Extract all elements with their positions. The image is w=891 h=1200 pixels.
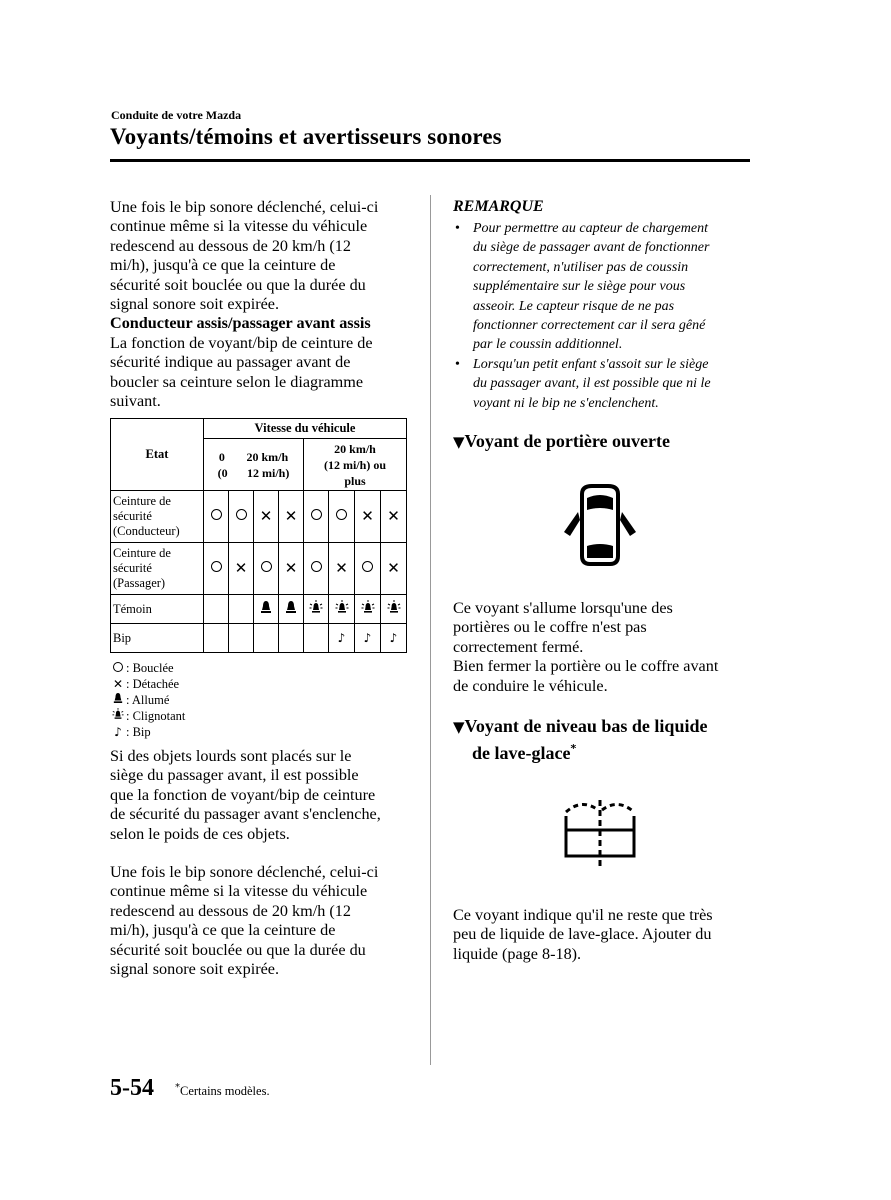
vitesse-header: Vitesse du véhicule [204, 419, 407, 439]
text-line: par le coussin additionnel. [473, 337, 623, 353]
text-line: Une fois le bip sonore déclenché, celui-ci [110, 198, 379, 216]
cross-icon: ✕ [112, 677, 124, 691]
text-line: correctement, n'utiliser pas de coussin [473, 259, 689, 275]
table-cell [355, 624, 381, 653]
table-cell [355, 595, 381, 624]
table-cell [279, 543, 304, 595]
cross-icon: ✕ [335, 558, 348, 577]
table-cell [229, 624, 254, 653]
speed-label: (12 mi/h) ou [323, 457, 386, 472]
table-cell [381, 624, 407, 653]
title-rule [110, 159, 750, 162]
table-cell [204, 543, 229, 595]
beep-icon: ♪ [363, 630, 372, 645]
table-cell [304, 624, 329, 653]
text-line: signal sonore soit expirée. [110, 295, 280, 314]
table-cell [229, 543, 254, 595]
row-label-line: sécurité [113, 509, 152, 523]
cross-icon: ✕ [259, 506, 273, 525]
cross-icon: ✕ [284, 506, 298, 525]
legend-item [110, 692, 185, 708]
subheading-driver-passenger-seated: Conducteur assis/passager avant assis [110, 314, 371, 333]
table-cell [254, 543, 279, 595]
table-cell [229, 595, 254, 624]
text-line: asseoir. Le capteur risque de ne pas [473, 298, 675, 314]
text-line: Si des objets lourds sont placés sur le [110, 747, 352, 765]
text-line: voyant ni le bip ne s'enclenchent. [473, 395, 659, 411]
table-cell [204, 624, 229, 653]
circle-icon [211, 509, 222, 520]
table-cell [304, 595, 329, 624]
text-line: portières ou le coffre n'est pas [453, 618, 647, 637]
text-line: peu de liquide de lave-glace. Ajouter du [453, 925, 712, 944]
bullet: • [455, 356, 460, 372]
table-cell [381, 595, 407, 624]
heading-text: de lave-glace [472, 743, 571, 763]
table-row-indicator [111, 595, 407, 624]
text-line: La fonction de voyant/bip de ceinture de [110, 333, 373, 352]
table-legend [110, 660, 185, 740]
triangle-icon: ▼ [453, 433, 465, 451]
bullet: • [455, 221, 460, 236]
table-cell [279, 491, 304, 543]
table-cell [304, 491, 329, 543]
text-line: boucler sa ceinture selon le diagramme [110, 372, 364, 391]
text-line: de conduire le véhicule. [453, 676, 608, 695]
text-line: selon le poids de ces objets. [110, 824, 290, 843]
heading-text: Voyant de niveau bas de liquide [464, 716, 708, 736]
text-line: Bien fermer la portière ou le coffre avant [453, 657, 719, 676]
text-line: continue même si la vitesse du véhicule [110, 217, 368, 236]
asterisk-marker: * [175, 1082, 180, 1093]
text-line: redescend au dessous de 20 km/h (12 [110, 236, 351, 255]
text-line: Une fois le bip sonore déclenché, celui-ci [110, 863, 379, 881]
remarque-notes [453, 219, 753, 413]
high-speed-header [304, 439, 407, 491]
circle-icon [336, 509, 347, 520]
speed-label: 0 [218, 449, 225, 464]
row-label-line: (Conducteur) [113, 524, 180, 538]
washer-fluid-icon [560, 796, 640, 868]
beep-icon: ♪ [389, 630, 398, 645]
circle-icon [261, 561, 272, 572]
section-label: Conduite de votre Mazda [111, 108, 242, 122]
flashing-warning-icon [361, 600, 375, 614]
table-cell [229, 491, 254, 543]
speed-label: 20 km/h [334, 441, 376, 456]
seatbelt-table [110, 418, 407, 653]
table-cell [279, 624, 304, 653]
table-cell [355, 543, 381, 595]
heading-text: Voyant de portière ouverte [464, 431, 671, 451]
text-line: sécurité indique au passager avant de [110, 353, 351, 372]
circle-icon [362, 561, 373, 572]
table-row-passenger-belt [111, 543, 407, 595]
paragraph-heavy-objects [110, 747, 410, 844]
row-label [111, 491, 204, 543]
row-label: Bip [111, 624, 204, 653]
table-cell [254, 624, 279, 653]
text-line: fonctionner correctement car il sera gêné [473, 318, 706, 334]
table-row-driver-belt [111, 491, 407, 543]
table-cell [254, 491, 279, 543]
legend-text: : Allumé [126, 693, 170, 707]
circle-icon [311, 509, 322, 520]
paragraph-beep-continues-2 [110, 863, 410, 979]
text-line: du passager avant, il est possible que ni le [473, 376, 711, 392]
etat-header: Etat [111, 419, 204, 491]
cross-icon: ✕ [284, 558, 298, 577]
lit-warning-icon [285, 600, 297, 614]
circle-icon [236, 509, 247, 520]
low-speed-header [204, 439, 304, 491]
row-label-line: Ceinture de [113, 494, 171, 508]
text-line: redescend au dessous de 20 km/h (12 [110, 901, 351, 920]
table-cell [204, 595, 229, 624]
text-line: liquide (page 8-18). [453, 944, 582, 963]
text-line: Ce voyant indique qu'il ne reste que très [453, 906, 713, 924]
table-cell [204, 491, 229, 543]
triangle-icon: ▼ [453, 718, 465, 736]
washer-warning-text [453, 906, 753, 964]
text-line: supplémentaire sur le siège pour vous [473, 279, 686, 295]
text-line: que la fonction de voyant/bip de ceinture [110, 785, 376, 804]
flashing-warning-icon [387, 600, 401, 614]
legend-text: : Bouclée [126, 661, 174, 675]
table-cell [329, 595, 355, 624]
list-item [453, 355, 753, 413]
lit-warning-icon [260, 600, 272, 614]
table-cell [279, 595, 304, 624]
table-row-beep [111, 624, 407, 653]
table-cell [329, 491, 355, 543]
flashing-warning-icon [110, 708, 126, 724]
asterisk-marker: * [570, 742, 577, 755]
beep-icon: ♪ [114, 725, 122, 739]
beep-icon: ♪ [337, 630, 346, 645]
legend-item [110, 660, 185, 676]
text-line: suivant. [110, 392, 161, 411]
page-title: Voyants/témoins et avertisseurs sonores [110, 124, 502, 149]
speed-label: 12 mi/h) [246, 465, 290, 480]
text-line: du siège de passager avant de fonctionner [473, 240, 710, 256]
table-cell [254, 595, 279, 624]
row-label [111, 543, 204, 595]
table-cell [329, 543, 355, 595]
table-cell [381, 543, 407, 595]
flashing-warning-icon [335, 600, 349, 614]
door-warning-text [453, 599, 753, 696]
legend-text: : Clignotant [126, 709, 186, 723]
legend-item [110, 708, 185, 724]
row-label-line: (Passager) [113, 576, 166, 590]
table-cell [304, 543, 329, 595]
speed-label: plus [344, 473, 366, 488]
text-line: Lorsqu'un petit enfant s'assoit sur le siège [473, 356, 709, 372]
row-label-line: Ceinture de [113, 546, 171, 560]
lit-warning-icon [110, 692, 126, 708]
table-cell [355, 491, 381, 543]
paragraph-beep-continues [110, 198, 410, 411]
text-line: Pour permettre au capteur de chargement [473, 221, 708, 236]
text-line: correctement fermé. [453, 637, 584, 656]
door-ajar-icon [560, 484, 640, 568]
cross-icon: ✕ [387, 506, 400, 525]
speed-label: 20 km/h [246, 449, 289, 464]
text-line: sécurité soit bouclée ou que la durée du [110, 275, 366, 294]
circle-icon [211, 561, 222, 572]
legend-item [110, 724, 185, 740]
text-line: signal sonore soit expirée. [110, 960, 280, 979]
text-line: de sécurité du passager avant s'enclenche, [110, 805, 381, 824]
cross-icon: ✕ [234, 558, 248, 577]
column-divider [430, 195, 431, 1065]
footnote-text: Certains modèles. [180, 1084, 270, 1099]
footnote [175, 1082, 270, 1099]
speed-label: (0 [217, 465, 228, 480]
row-label-line: sécurité [113, 561, 152, 575]
flashing-warning-icon [309, 600, 323, 614]
row-label: Témoin [111, 595, 204, 624]
remarque-title: REMARQUE [453, 198, 544, 215]
cross-icon: ✕ [387, 558, 400, 577]
cross-icon: ✕ [361, 506, 374, 525]
circle-icon [110, 660, 126, 676]
text-line: mi/h), jusqu'à ce que la ceinture de [110, 256, 336, 275]
text-line: mi/h), jusqu'à ce que la ceinture de [110, 921, 336, 940]
circle-icon [311, 561, 322, 572]
washer-warning-heading [453, 716, 707, 764]
table-cell [329, 624, 355, 653]
legend-item [110, 676, 185, 692]
door-warning-heading [453, 431, 670, 453]
list-item [453, 219, 753, 355]
text-line: sécurité soit bouclée ou que la durée du [110, 940, 366, 959]
legend-text: : Bip [126, 725, 151, 739]
table-cell [381, 491, 407, 543]
page-number: 5-54 [110, 1075, 154, 1101]
text-line: siège du passager avant, il est possible [110, 766, 359, 785]
text-line: continue même si la vitesse du véhicule [110, 882, 368, 901]
text-line: Ce voyant s'allume lorsqu'une des [453, 599, 673, 617]
legend-text: : Détachée [126, 677, 180, 691]
